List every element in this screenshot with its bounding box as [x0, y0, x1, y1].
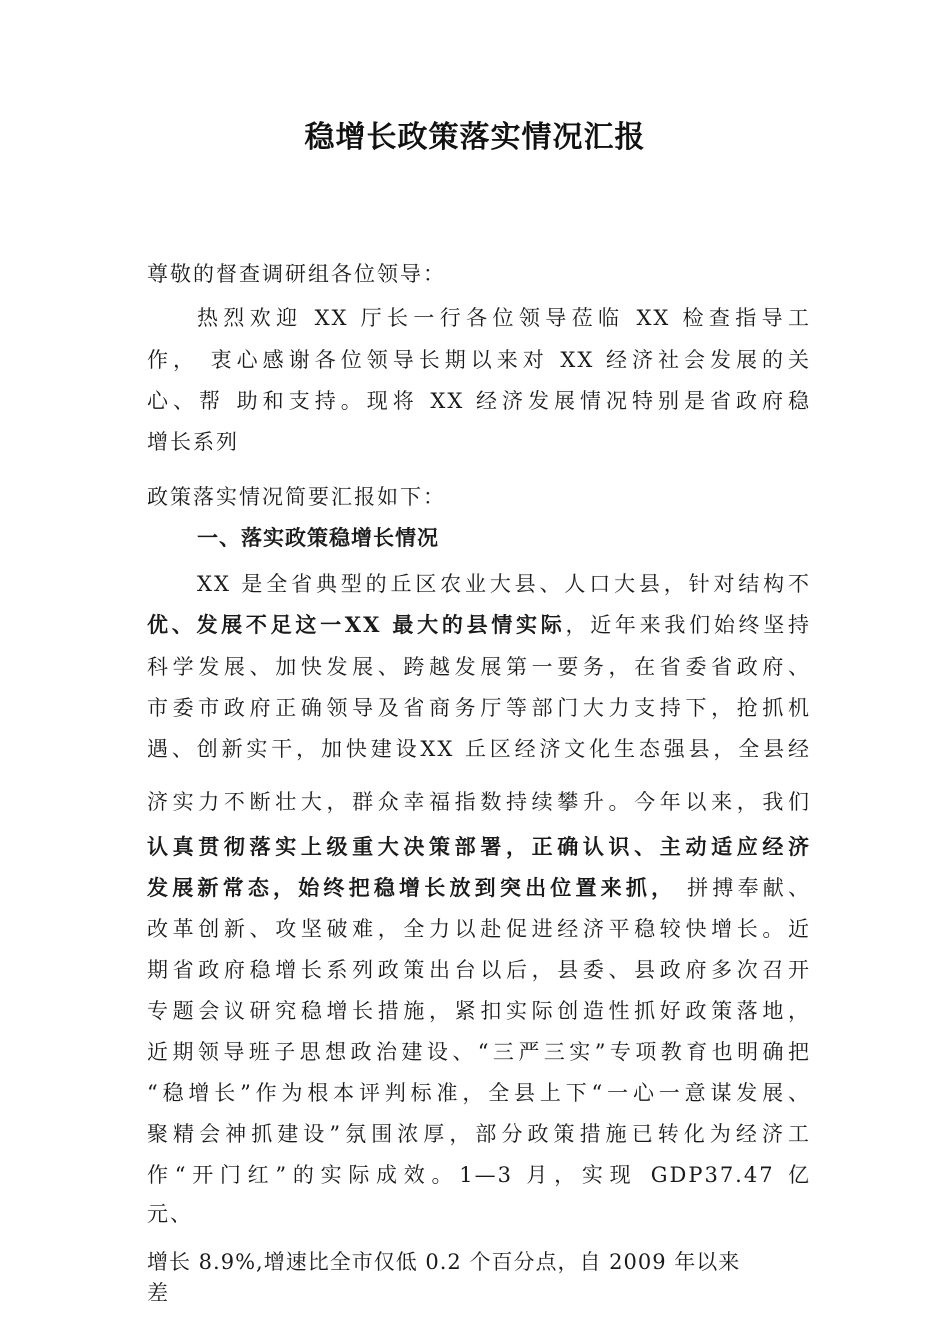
paragraph-line: 热烈欢迎 XX 厅长一行各位领导莅临 XX 检查指导工	[197, 306, 811, 330]
paragraph-line: 科学发展、加快发展、跨越发展第一要务，在省委省政府、	[147, 655, 811, 679]
paragraph-line: 济实力不断壮大，群众幸福指数持续攀升。今年以来，我们	[147, 790, 811, 814]
paragraph-line: 作， 衷心感谢各位领导长期以来对 XX 经济社会发展的关	[147, 348, 811, 372]
paragraph-line: 差	[147, 1281, 170, 1305]
paragraph-line: 改革创新、攻坚破难，全力以赴促进经济平稳较快增长。近	[147, 917, 811, 941]
salutation: 尊敬的督查调研组各位领导：	[147, 262, 446, 286]
paragraph-line: 元、	[147, 1202, 193, 1226]
paragraph-line: 心、帮 助和支持。现将 XX 经济发展情况特别是省政府稳	[147, 389, 811, 413]
paragraph-line: 作“开门红”的实际成效。1—3 月，实现 GDP37.47 亿	[147, 1163, 811, 1187]
paragraph-line: 增长系列	[147, 430, 239, 454]
paragraph-line: 市委市政府正确领导及省商务厅等部门大力支持下，抢抓机	[147, 696, 811, 720]
paragraph-line: 政策落实情况简要汇报如下：	[147, 485, 446, 509]
paragraph-line: 近期领导班子思想政治建设、“三严三实”专项教育也明确把	[147, 1040, 811, 1064]
paragraph-line: 专题会议研究稳增长措施，紧扣实际创造性抓好政策落地，	[147, 999, 811, 1023]
document-title: 稳增长政策落实情况汇报	[304, 120, 646, 155]
body-text: 拼搏奉献、	[676, 876, 811, 900]
paragraph-line	[147, 872, 811, 902]
paragraph-line: 期省政府稳增长系列政策出台以后，县委、县政府多次召开	[147, 958, 811, 982]
paragraph-line: 认真贯彻落实上级重大决策部署，正确认识、主动适应经济	[147, 834, 811, 859]
paragraph-line	[147, 609, 811, 639]
paragraph-line: 增长 8.9%,增速比全市仅低 0.2 个百分点，自 2009 年以来	[147, 1250, 741, 1274]
emphasis-text: 优、发展不足这一XX 最大的县情实际	[147, 612, 566, 637]
emphasis-text: 发展新常态，始终把稳增长放到突出位置来抓，	[147, 875, 677, 900]
body-text: ，近年来我们始终坚持	[565, 613, 811, 637]
paragraph-line: 遇、创新实干，加快建设XX 丘区经济文化生态强县，全县经	[147, 737, 811, 761]
paragraph-line: XX 是全省典型的丘区农业大县、人口大县，针对结构不	[197, 572, 811, 596]
section-heading: 一、落实政策稳增长情况	[197, 526, 439, 550]
paragraph-line: 聚精会神抓建设”氛围浓厚，部分政策措施已转化为经济工	[147, 1122, 811, 1146]
paragraph-line: “稳增长”作为根本评判标准，全县上下“一心一意谋发展、	[147, 1081, 811, 1105]
